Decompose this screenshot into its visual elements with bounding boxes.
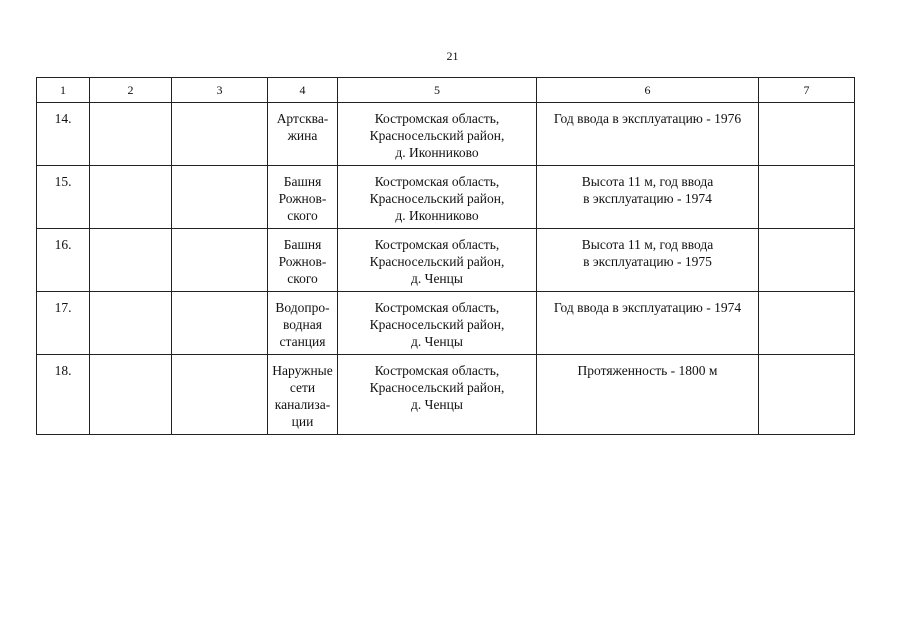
- page-number: 21: [446, 49, 459, 63]
- table-row: [37, 103, 855, 166]
- address-line: Костромская область,: [374, 363, 500, 378]
- object-name-line: Рожнов-: [278, 191, 327, 206]
- empty-cell: [172, 292, 268, 355]
- address-line: д. Иконниково: [395, 208, 479, 223]
- object-name-line: сети: [289, 380, 316, 395]
- column-header: 1: [37, 78, 90, 103]
- table-row: [37, 355, 855, 435]
- object-name-cell: [268, 103, 338, 166]
- address-cell: [338, 355, 537, 435]
- row-number-cell: 17.: [37, 292, 90, 355]
- empty-cell: [759, 355, 855, 435]
- empty-cell: [90, 229, 172, 292]
- description-line: Протяженность - 1800 м: [577, 363, 718, 378]
- empty-cell: [759, 166, 855, 229]
- column-header: 7: [759, 78, 855, 103]
- object-name-line: водная: [283, 317, 322, 332]
- empty-cell: [172, 103, 268, 166]
- description-line: Высота 11 м, год ввода: [581, 174, 714, 189]
- description-cell: [537, 292, 759, 355]
- address-cell: [338, 166, 537, 229]
- column-header: 3: [172, 78, 268, 103]
- empty-cell: [759, 229, 855, 292]
- empty-cell: [172, 355, 268, 435]
- column-header: 6: [537, 78, 759, 103]
- address-line: д. Ченцы: [411, 271, 463, 286]
- object-name-line: Водопро-: [275, 300, 330, 315]
- object-name-line: Рожнов-: [278, 254, 327, 269]
- description-line: Год ввода в эксплуатацию - 1976: [553, 111, 742, 126]
- address-line: Красносельский район,: [369, 191, 505, 206]
- description-line: Высота 11 м, год ввода: [581, 237, 714, 252]
- object-name-line: Наружные: [272, 363, 333, 378]
- object-name-cell: [268, 229, 338, 292]
- address-line: д. Ченцы: [411, 397, 463, 412]
- column-header: 5: [338, 78, 537, 103]
- object-name-line: ского: [287, 208, 318, 223]
- object-name-cell: [268, 292, 338, 355]
- empty-cell: [90, 166, 172, 229]
- address-line: Костромская область,: [374, 111, 500, 126]
- object-name-line: жина: [287, 128, 318, 143]
- row-number-cell: 16.: [37, 229, 90, 292]
- description-cell: [537, 166, 759, 229]
- description-cell: [537, 229, 759, 292]
- object-name-line: ции: [291, 414, 314, 429]
- empty-cell: [759, 292, 855, 355]
- address-line: д. Иконниково: [395, 145, 479, 160]
- table-row: [37, 166, 855, 229]
- empty-cell: [172, 229, 268, 292]
- address-line: Красносельский район,: [369, 128, 505, 143]
- object-name-cell: [268, 355, 338, 435]
- object-name-line: Башня: [283, 237, 322, 252]
- table-header-row: [37, 78, 855, 103]
- address-cell: [338, 103, 537, 166]
- empty-cell: [90, 103, 172, 166]
- column-header: 4: [268, 78, 338, 103]
- address-line: Костромская область,: [374, 237, 500, 252]
- property-registry-table: [36, 77, 855, 435]
- description-line: Год ввода в эксплуатацию - 1974: [553, 300, 742, 315]
- empty-cell: [759, 103, 855, 166]
- object-name-line: ского: [287, 271, 318, 286]
- row-number-cell: 14.: [37, 103, 90, 166]
- address-line: Красносельский район,: [369, 254, 505, 269]
- table-row: [37, 292, 855, 355]
- description-cell: [537, 103, 759, 166]
- object-name-line: канализа-: [274, 397, 331, 412]
- address-cell: [338, 229, 537, 292]
- address-line: Костромская область,: [374, 300, 500, 315]
- table-row: [37, 229, 855, 292]
- empty-cell: [90, 292, 172, 355]
- address-line: д. Ченцы: [411, 334, 463, 349]
- empty-cell: [90, 355, 172, 435]
- object-name-line: станция: [279, 334, 326, 349]
- column-header: 2: [90, 78, 172, 103]
- row-number-cell: 15.: [37, 166, 90, 229]
- object-name-line: Артсква-: [276, 111, 329, 126]
- object-name-cell: [268, 166, 338, 229]
- description-line: в эксплуатацию - 1975: [583, 254, 712, 269]
- object-name-line: Башня: [283, 174, 322, 189]
- address-line: Костромская область,: [374, 174, 500, 189]
- description-line: в эксплуатацию - 1974: [583, 191, 712, 206]
- empty-cell: [172, 166, 268, 229]
- row-number-cell: 18.: [37, 355, 90, 435]
- description-cell: [537, 355, 759, 435]
- address-line: Красносельский район,: [369, 317, 505, 332]
- address-cell: [338, 292, 537, 355]
- address-line: Красносельский район,: [369, 380, 505, 395]
